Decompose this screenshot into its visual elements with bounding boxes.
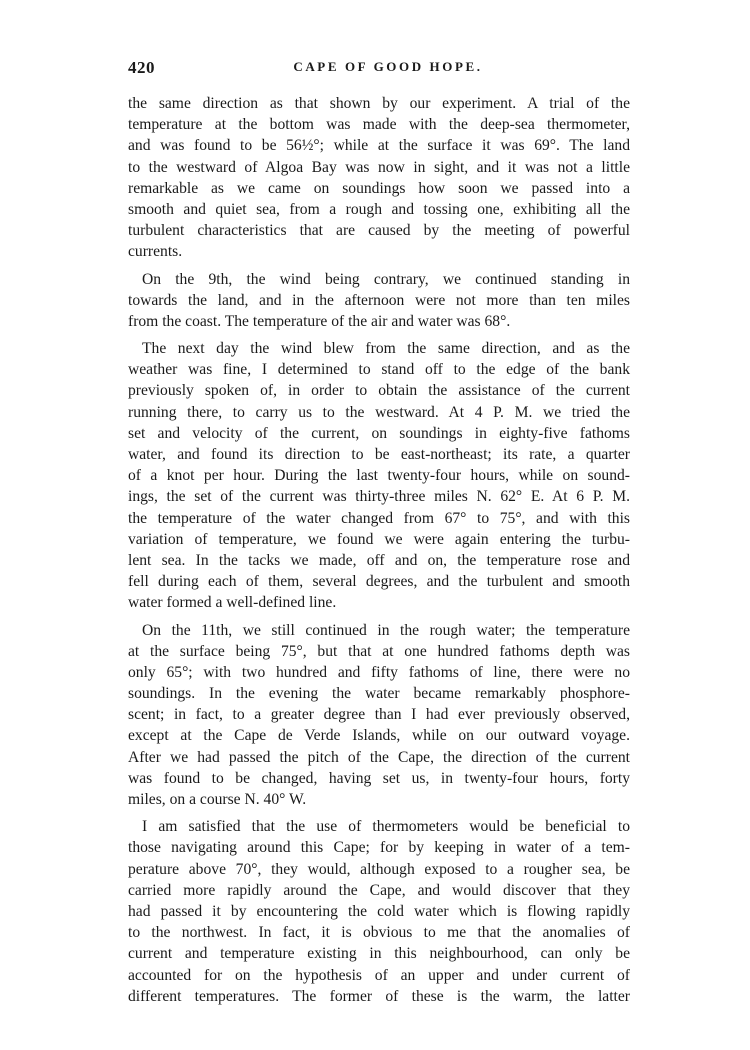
- text-line: miles, on a course N. 40° W.: [128, 791, 307, 808]
- text-line: those navigating around this Cape; for by keeping in water of a tem-: [128, 839, 630, 857]
- paragraph: [128, 816, 630, 1007]
- text-line: to the westward of Algoa Bay was now in sight, and it was not a little: [128, 158, 630, 176]
- text-line: scent; in fact, to a greater degree than I had ever previously observed,: [128, 706, 630, 724]
- text-line: soundings. In the evening the water became remarkably phosphore-: [128, 685, 630, 703]
- paragraph: [128, 93, 630, 263]
- text-line: current and temperature existing in this neighbourhood, can only be: [128, 945, 630, 963]
- text-line: weather was fine, I determined to stand off to the edge of the bank: [128, 361, 630, 379]
- text-line: accounted for on the hypothesis of an upper and under current of: [128, 966, 630, 984]
- text-line: variation of temperature, we found we were again entering the turbu-: [128, 530, 630, 548]
- text-line: was found to be changed, having set us, in twenty-four hours, forty: [128, 769, 630, 787]
- text-line: smooth and quiet sea, from a rough and tossing one, exhibiting all the: [128, 200, 630, 218]
- running-title: CAPE OF GOOD HOPE.: [293, 59, 483, 74]
- text-line: The next day the wind blew from the same direction, and as the: [142, 340, 630, 358]
- text-line: water formed a well-defined line.: [128, 594, 337, 612]
- text-line: had passed it by encountering the cold water which is flowing rapidly: [128, 902, 630, 920]
- body-text: [128, 93, 630, 1007]
- text-line: ings, the set of the current was thirty-three miles N. 62° E. At 6 P. M.: [128, 488, 630, 506]
- text-line: remarkable as we came on soundings how soon we passed into a: [128, 179, 630, 197]
- text-line: currents.: [128, 243, 183, 261]
- text-line: at the surface being 75°, but that at one hundred fathoms depth was: [128, 642, 630, 660]
- text-line: I am satisfied that the use of thermometers would be beneficial to: [142, 818, 630, 836]
- text-line: set and velocity of the current, on soundings in eighty-five fathoms: [128, 424, 630, 442]
- text-line: carried more rapidly around the Cape, and would discover that they: [128, 881, 630, 899]
- text-line: On the 9th, the wind being contrary, we continued standing in: [142, 270, 630, 288]
- text-line: After we had passed the pitch of the Cape, the direction of the current: [128, 748, 630, 766]
- text-line: and was found to be 56½°; while at the surface it was 69°. The land: [128, 137, 630, 155]
- text-line: the temperature of the water changed from 67° to 75°, and with this: [128, 509, 630, 527]
- text-line: from the coast. The temperature of the air and water was 68°.: [128, 312, 511, 330]
- text-line: of a knot per hour. During the last twenty-four hours, while on sound-: [128, 467, 630, 485]
- paragraph: [128, 338, 630, 613]
- text-line: running there, to carry us to the westward. At 4 P. M. we tried the: [128, 403, 630, 421]
- text-line: water, and found its direction to be east-northeast; its rate, a quarter: [128, 446, 630, 463]
- text-line: lent sea. In the tacks we made, off and on, the temperature rose and: [128, 551, 630, 569]
- text-line: different temperatures. The former of these is the warm, the latter: [128, 987, 630, 1005]
- page-header: [128, 58, 630, 82]
- text-line: only 65°; with two hundred and fifty fathoms of line, there were no: [128, 663, 630, 681]
- paragraph: [128, 620, 630, 811]
- text-line: previously spoken of, in order to obtain the assistance of the current: [128, 382, 630, 400]
- page-number: 420: [128, 58, 155, 77]
- text-line: the same direction as that shown by our experiment. A trial of the: [128, 95, 630, 112]
- text-line: perature above 70°, they would, although exposed to a rougher sea, be: [128, 860, 630, 878]
- text-line: to the northwest. In fact, it is obvious to me that the anomalies of: [128, 924, 630, 942]
- text-line: towards the land, and in the afternoon were not more than ten miles: [128, 291, 630, 309]
- paragraph: [128, 269, 630, 333]
- text-line: turbulent characteristics that are caused by the meeting of powerful: [128, 222, 630, 240]
- text-line: fell during each of them, several degrees, and the turbulent and smooth: [128, 573, 630, 591]
- text-line: except at the Cape de Verde Islands, while on our outward voyage.: [128, 727, 630, 745]
- text-line: temperature at the bottom was made with the deep-sea thermometer,: [128, 116, 630, 134]
- text-line: On the 11th, we still continued in the rough water; the temperature: [142, 621, 630, 639]
